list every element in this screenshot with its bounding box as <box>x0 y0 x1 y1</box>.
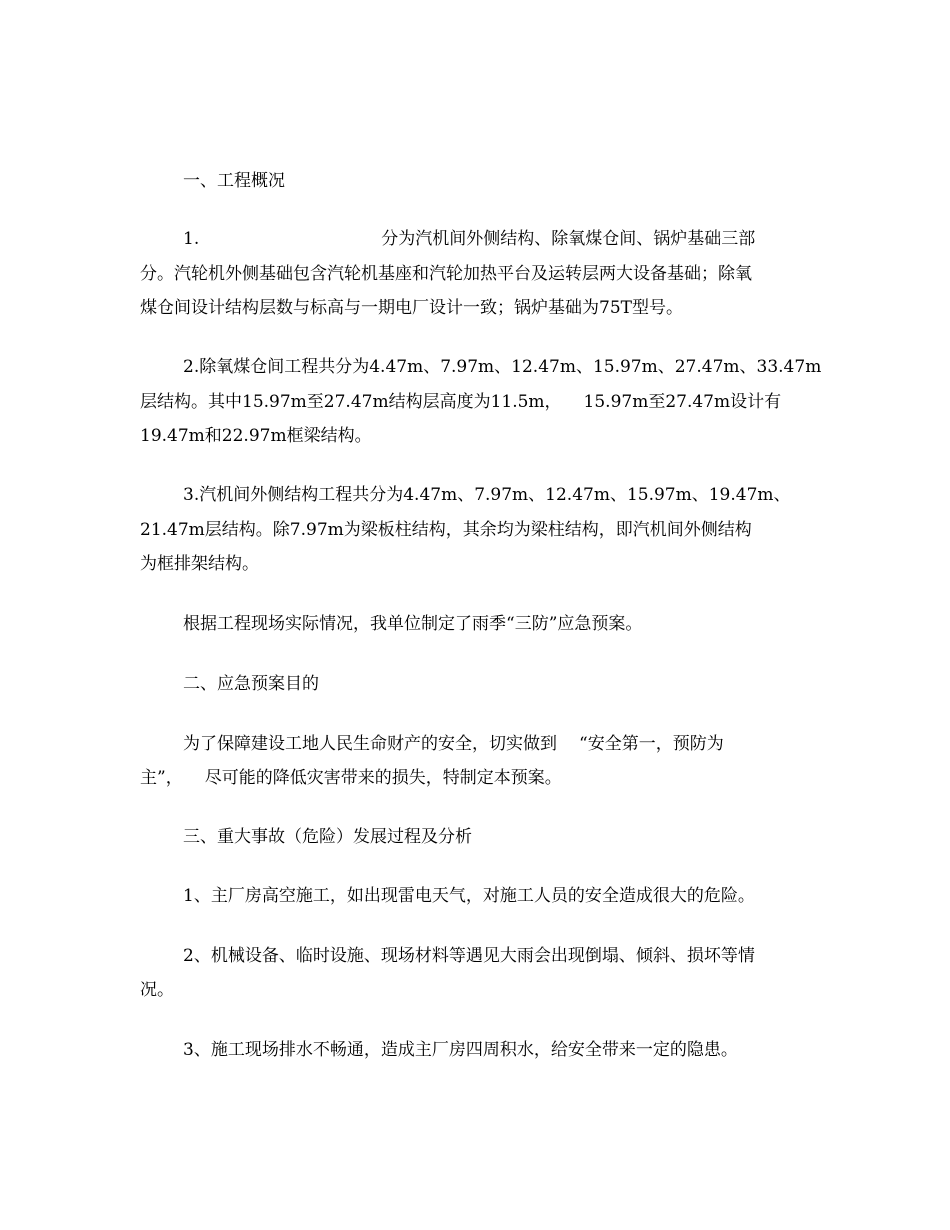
paragraph-item3-line2: 21.47m层结构。除7.97m为梁板柱结构，其余均为梁柱结构，即汽机间外侧结构 <box>140 520 752 540</box>
paragraph-analysis-item3: 3、施工现场排水不畅通，造成主厂房四周积水，给安全带来一定的隐患。 <box>183 1040 738 1060</box>
paragraph-item3-line3: 为框排架结构。 <box>140 554 259 574</box>
paragraph-item3-line1: 3.汽机间外侧结构工程共分为4.47m、7.97m、12.47m、15.97m、19.47m、 <box>183 485 791 505</box>
purpose-line2-part-b: 尽可能的降低灾害带来的损失，特制定本预案。 <box>204 768 562 788</box>
section-heading-purpose: 二、应急预案目的 <box>183 674 319 694</box>
item2-line2-part-b: 15.97m至27.47m设计有 <box>583 392 782 412</box>
paragraph-purpose-line2 <box>140 767 820 789</box>
purpose-line1-part-b: “安全第一，预防为 <box>579 734 724 754</box>
paragraph-analysis-item2-line1: 2、机械设备、临时设施、现场材料等遇见大雨会出现倒塌、倾斜、损坏等情 <box>183 946 755 966</box>
item2-line2-part-a: 层结构。其中15.97m至27.47m结构层高度为11.5m， <box>140 392 562 412</box>
paragraph-item1-line3: 煤仓间设计结构层数与标高与一期电厂设计一致；锅炉基础为75T型号。 <box>140 298 683 318</box>
paragraph-analysis-item1: 1、主厂房高空施工，如出现雷电天气，对施工人员的安全造成很大的危险。 <box>183 886 755 906</box>
paragraph-item1-line1 <box>183 228 863 250</box>
item1-line1-text: 分为汽机间外侧结构、除氧煤仓间、锅炉基础三部 <box>381 229 756 249</box>
paragraph-summary: 根据工程现场实际情况，我单位制定了雨季“三防”应急预案。 <box>183 614 643 634</box>
paragraph-item2-line1: 2.除氧煤仓间工程共分为4.47m、7.97m、12.47m、15.97m、27.47m、33.47m <box>183 357 822 377</box>
paragraph-item2-line2 <box>140 391 820 413</box>
section-heading-overview: 一、工程概况 <box>183 171 285 191</box>
paragraph-analysis-item2-line2: 况。 <box>140 980 174 1000</box>
item1-number: 1. <box>183 229 200 249</box>
paragraph-item1-line2: 分。汽轮机外侧基础包含汽轮机基座和汽轮加热平台及运转层两大设备基础；除氧 <box>140 264 752 284</box>
section-heading-analysis: 三、重大事故（危险）发展过程及分析 <box>183 827 472 847</box>
paragraph-purpose-line1 <box>183 733 863 755</box>
purpose-line2-part-a: 主”， <box>140 768 183 788</box>
paragraph-item2-line3: 19.47m和22.97m框梁结构。 <box>140 426 372 446</box>
purpose-line1-part-a: 为了保障建设工地人民生命财产的安全，切实做到 <box>183 734 557 754</box>
